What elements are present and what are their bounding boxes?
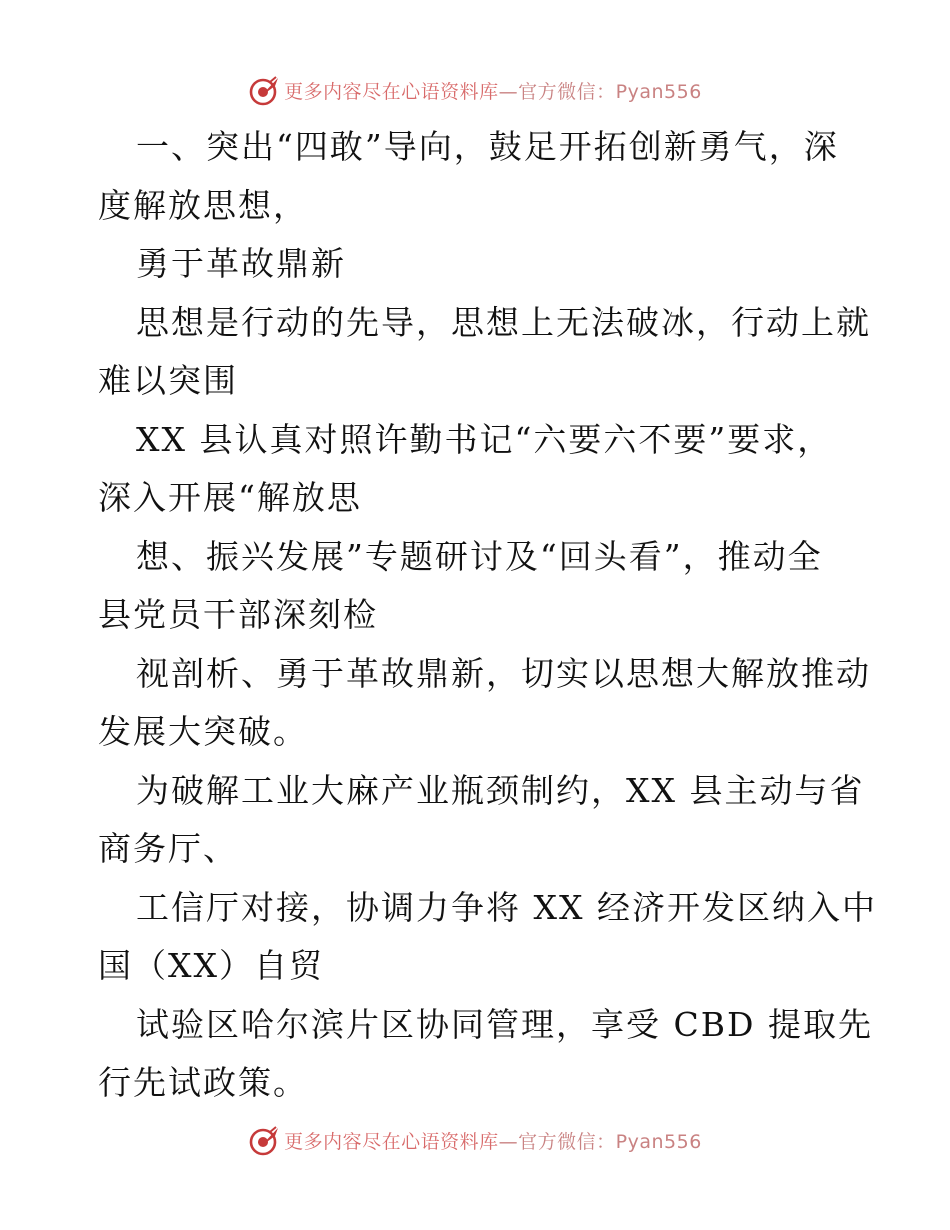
text-line: 勇于革故鼎新 [136, 244, 346, 283]
text-line: XX 县认真对照许勤书记“六要六不要”要求， [136, 419, 833, 459]
text-line: 深入开展“解放思 [98, 478, 362, 517]
text-line: 发展大突破。 [98, 712, 308, 751]
text-line: 难以突围 [98, 361, 238, 400]
text-line: 县党员干部深刻检 [98, 595, 378, 634]
watermark-contact-text: —官方微信：Pyan556 [498, 80, 702, 103]
quill-logo-icon [248, 73, 282, 107]
watermark-site-text: 更多内容尽在心语资料库 [284, 80, 499, 103]
text-line: 国（XX）自贸 [98, 946, 324, 985]
text-line: 思想是行动的先导，思想上无法破冰，行动上就 [136, 302, 871, 342]
footer-watermark [0, 1122, 950, 1158]
text-line: 度解放思想， [98, 185, 308, 225]
text-line: 一、突出“四敢”导向，鼓足开拓创新勇气，深 [136, 127, 839, 166]
document-body [98, 118, 877, 1113]
text-line: 工信厅对接，协调力争将 XX 经济开发区纳入中 [136, 887, 877, 927]
watermark-site-text: 更多内容尽在心语资料库 [284, 1130, 499, 1153]
watermark-contact-text: —官方微信：Pyan556 [498, 1130, 702, 1153]
text-line: 行先试政策。 [98, 1063, 308, 1102]
text-line: 视剖析、勇于革故鼎新，切实以思想大解放推动 [136, 653, 871, 693]
text-line: 想、振兴发展”专题研讨及“回头看”，推动全 [136, 536, 823, 576]
header-watermark [0, 72, 950, 108]
text-line: 为破解工业大麻产业瓶颈制约，XX 县主动与省 [136, 770, 865, 810]
quill-logo-icon [248, 1123, 282, 1157]
text-line: 试验区哈尔滨片区协同管理，享受 CBD 提取先 [136, 1004, 873, 1044]
text-line: 商务厅、 [98, 829, 238, 868]
